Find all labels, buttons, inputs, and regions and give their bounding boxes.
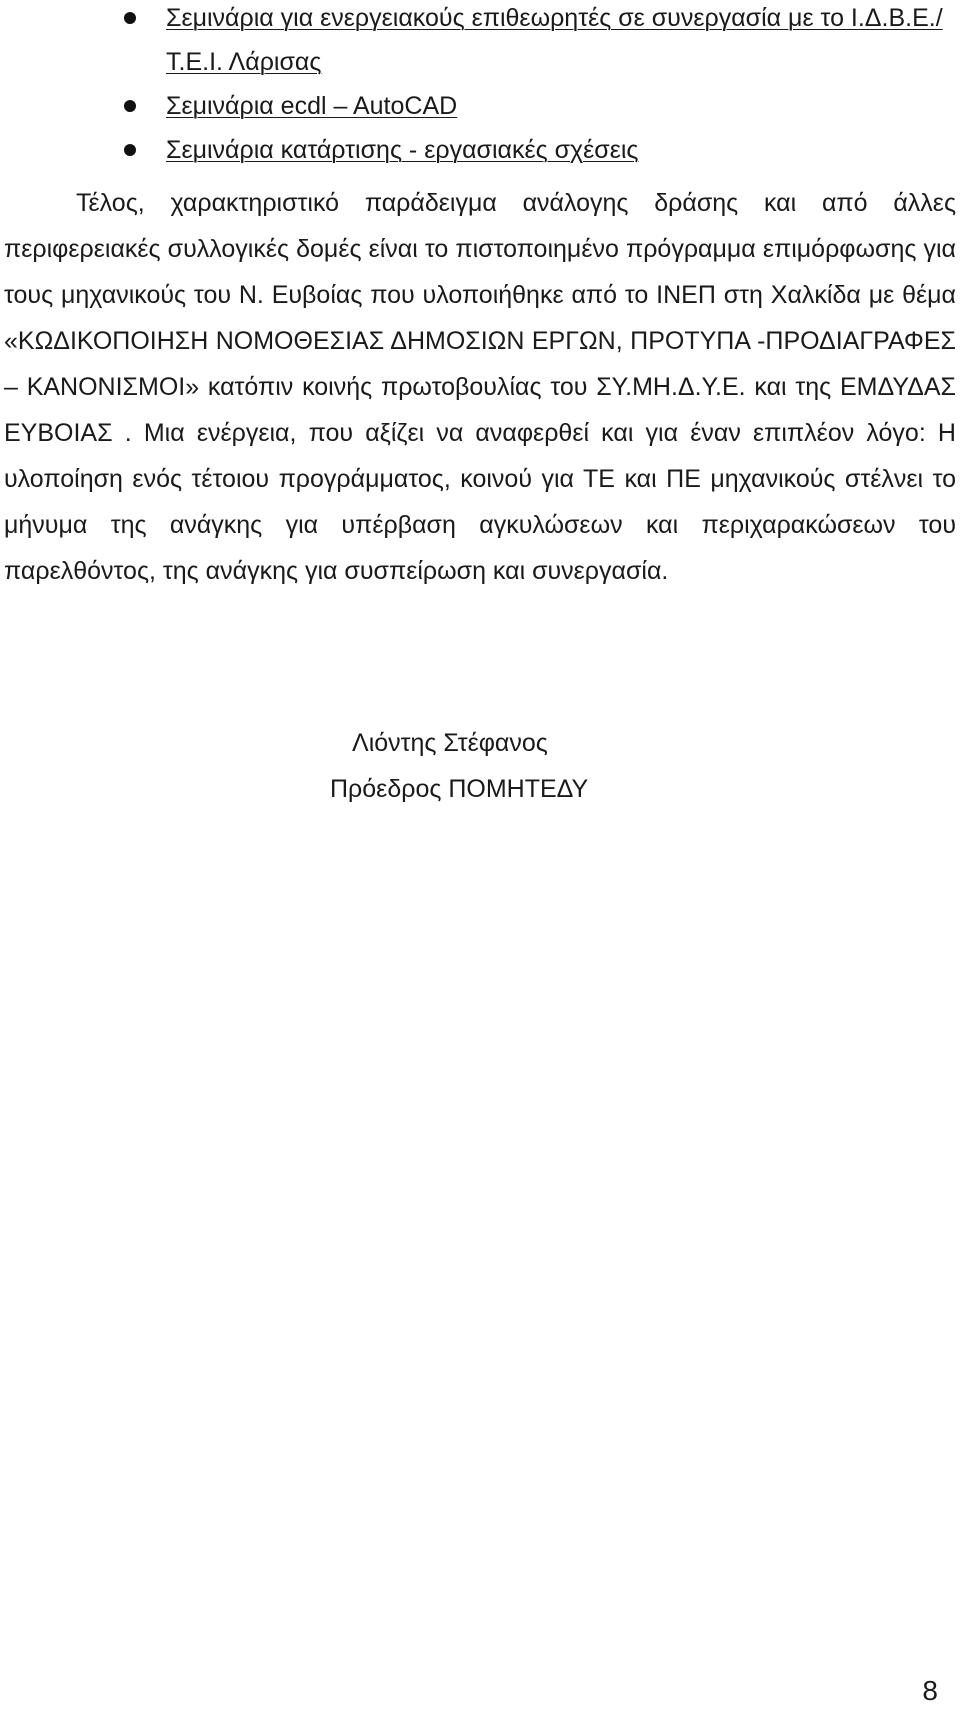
- bullet-icon: [124, 12, 136, 24]
- bullet-text: Σεμινάρια κατάρτισης - εργασιακές σχέσεις: [166, 136, 639, 164]
- bullet-text: Σεμινάρια για ενεργειακούς επιθεωρητές σε συνεργασία με το Ι.Δ.Β.Ε./Τ.Ε.Ι. Λάρισας: [166, 4, 943, 76]
- body-paragraph: Τέλος, χαρακτηριστικό παράδειγμα ανάλογης δράσης και από άλλες περιφερειακές συλλογικές δομές είναι το πιστοποιημένο πρόγραμμα επιμόρφωσης για τους μηχανικούς του Ν. Ευβοίας που υλοποιήθηκε από το ΙΝΕΠ στη Χαλκίδα με θέμα «ΚΩΔΙΚΟΠΟΙΗΣΗ ΝΟΜΟΘΕΣΙΑΣ ΔΗΜΟΣΙΩΝ ΕΡΓΩΝ, ΠΡΟΤΥΠΑ -ΠΡΟΔΙΑΓΡΑΦΕΣ – ΚΑΝΟΝΙΣΜΟΙ» κατόπιν κοινής πρωτοβουλίας του ΣΥ.ΜΗ.Δ.Υ.Ε. και της ΕΜΔΥΔΑΣ ΕΥΒΟΙΑΣ . Μια ενέργεια, που αξίζει να αναφερθεί και για έναν επιπλέον λόγο: Η υλοποίηση ενός τέτοιου προγράμματος, κοινού για ΤΕ και ΠΕ μηχανικούς στέλνει το μήνυμα της ανάγκης για υπέρβαση αγκυλώσεων και περιχαρακώσεων του παρελθόντος, της ανάγκης για συσπείρωση και συνεργασία.: [4, 189, 956, 585]
- bullet-item: [0, 84, 944, 128]
- bullet-item: [0, 0, 944, 84]
- signature-name: Λιόντης Στέφανος: [352, 729, 548, 757]
- bullet-item: [0, 128, 944, 172]
- bullet-text: Σεμινάρια ecdl – AutoCAD: [166, 92, 458, 120]
- page-number: 8: [922, 1675, 938, 1706]
- bullet-list: [0, 0, 960, 172]
- signature-title: Πρόεδρος ΠΟΜΗΤΕΔΥ: [330, 775, 589, 803]
- bullet-icon: [124, 100, 136, 112]
- bullet-icon: [124, 144, 136, 156]
